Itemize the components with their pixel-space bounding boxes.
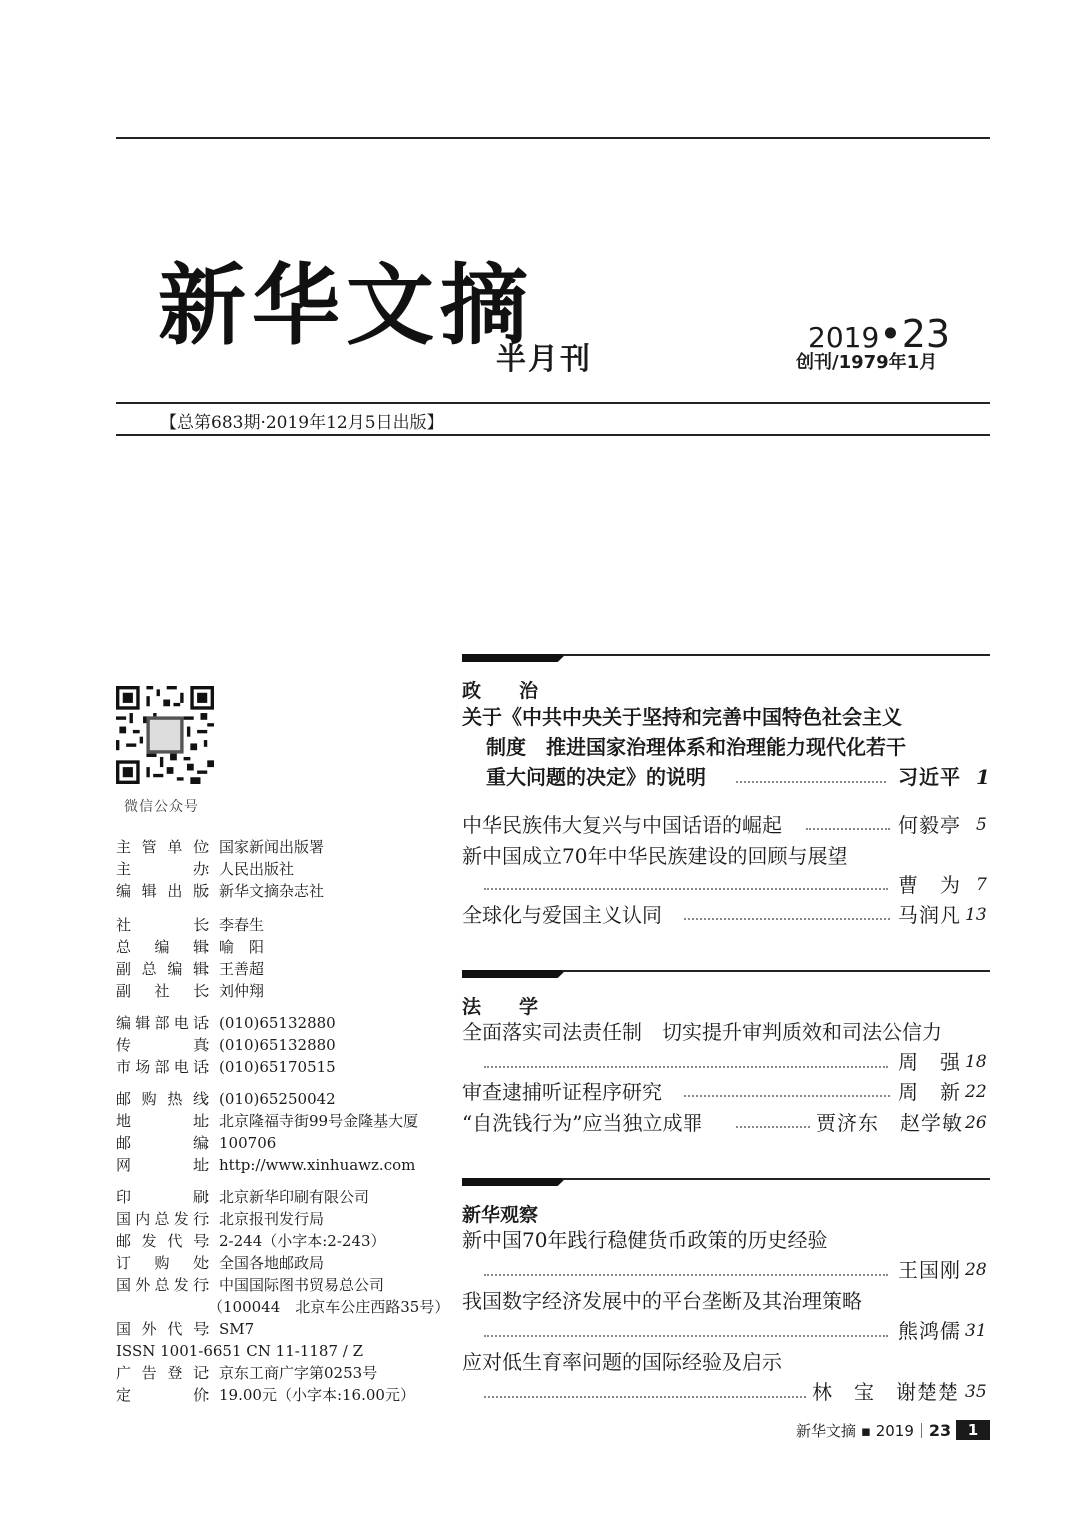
issue-value: 23: [901, 312, 951, 356]
magazine-subtitle: 半月刊: [496, 342, 592, 377]
toc-entry-author: 贾济东 赵学敏: [816, 1111, 963, 1135]
info-value: 李春生: [219, 916, 265, 934]
info-colon: ：: [204, 1036, 220, 1054]
info-row: [116, 918, 264, 933]
toc-entry-title: 重大问题的决定》的说明: [486, 765, 706, 789]
info-colon: ：: [204, 1386, 220, 1404]
info-label: 副总编辑: [116, 960, 208, 978]
info-row: [116, 884, 324, 899]
info-label: 市场部电话: [116, 1058, 208, 1076]
info-row: [116, 1234, 386, 1249]
info-colon: ：: [204, 960, 220, 978]
toc-entry-page: 1: [976, 765, 990, 789]
info-label: 邮发代号: [116, 1232, 208, 1250]
info-label: 订购处: [116, 1254, 208, 1272]
info-colon: ：: [204, 1090, 220, 1108]
footer-text: 新华文摘 ▪ 2019｜: [796, 1422, 929, 1440]
info-value: http://www.xinhuawz.com: [219, 1156, 416, 1174]
info-label: 主 办: [116, 860, 208, 878]
info-value: 国家新闻出版署: [219, 838, 325, 856]
toc-entry-page: 31: [965, 1321, 987, 1341]
page-number: 1: [956, 1420, 990, 1440]
section-divider-observe: [462, 1178, 990, 1186]
info-value: (010)65132880: [219, 1036, 336, 1054]
info-row: [116, 1256, 324, 1271]
toc-entry-title: 审查逮捕听证程序研究: [462, 1080, 662, 1104]
info-value: 新华文摘杂志社: [219, 882, 325, 900]
info-colon: ：: [204, 1232, 220, 1250]
info-label: 国外代号: [116, 1320, 208, 1338]
info-label: 定 价: [116, 1386, 208, 1404]
toc-entry-author: 马润凡: [898, 903, 961, 927]
info-colon: ：: [204, 1134, 220, 1152]
info-label: 国外总发行: [116, 1276, 208, 1294]
info-label: 编辑出版: [116, 882, 208, 900]
info-label: 主管单位: [116, 838, 208, 856]
toc-entry-title: 全球化与爱国主义认同: [462, 903, 662, 927]
toc-entry-page: 28: [965, 1260, 987, 1280]
info-value: 19.00元（小字本:16.00元）: [219, 1386, 415, 1404]
info-value: (010)65132880: [219, 1014, 336, 1032]
toc-entry-title: 新中国70年践行稳健货币政策的历史经验: [462, 1228, 828, 1252]
toc-entry-author: 曹 为: [898, 873, 961, 897]
info-row: [116, 862, 294, 877]
info-row: [116, 1388, 415, 1403]
toc-entry-author: 习近平: [898, 765, 961, 789]
info-value: (010)65250042: [219, 1090, 336, 1108]
info-label: 邮购热线: [116, 1090, 208, 1108]
toc-leader: [736, 781, 886, 783]
info-colon: ：: [204, 916, 220, 934]
toc-entry-author: 王国刚: [898, 1258, 961, 1282]
toc-entry-title: “自洗钱行为”应当独立成罪: [462, 1111, 703, 1135]
info-value: 全国各地邮政局: [219, 1254, 325, 1272]
info-value: 北京报刊发行局: [219, 1210, 325, 1228]
toc-entry-page: 5: [976, 815, 987, 835]
section-title-observe: 新华观察: [462, 1204, 539, 1226]
info-colon: ：: [204, 1276, 220, 1294]
toc-entry-title: 全面落实司法责任制 切实提升审判质效和司法公信力: [462, 1020, 942, 1044]
top-rule: [116, 137, 990, 139]
qr-code-label: 微信公众号: [124, 799, 199, 815]
info-row: [116, 1016, 336, 1031]
info-row: [116, 1278, 384, 1293]
info-colon: ：: [204, 1254, 220, 1272]
toc-entry-page: 35: [965, 1382, 987, 1402]
info-row: [116, 1212, 324, 1227]
info-row: [116, 1300, 449, 1315]
info-label: 邮 编: [116, 1134, 208, 1152]
info-colon: ：: [204, 1188, 220, 1206]
info-row: [116, 940, 264, 955]
toc-entry-author: 熊鸿儒: [898, 1319, 961, 1343]
qr-code: [116, 686, 214, 784]
toc-entry-author: 何毅亭: [898, 813, 961, 837]
toc-leader: [484, 1335, 888, 1337]
info-colon: ：: [204, 1156, 220, 1174]
info-value: 北京隆福寺街99号金隆基大厦: [219, 1112, 419, 1130]
info-label: 传 真: [116, 1036, 208, 1054]
info-row: [116, 1136, 276, 1151]
section-title-law: 法 学: [462, 996, 539, 1018]
info-label: 印 刷: [116, 1188, 208, 1206]
section-title-politics: 政 治: [462, 680, 539, 702]
toc-entry-page: 22: [965, 1082, 987, 1102]
info-row: [116, 1060, 336, 1075]
info-colon: ：: [204, 838, 220, 856]
info-colon: ：: [204, 882, 220, 900]
info-colon: ：: [204, 982, 220, 1000]
toc-entry-page: 26: [965, 1113, 987, 1133]
info-row: [116, 840, 324, 855]
info-value: 人民出版社: [219, 860, 295, 878]
info-colon: ：: [204, 1364, 220, 1382]
toc-leader: [806, 828, 890, 830]
info-colon: ：: [204, 1058, 220, 1076]
toc-leader: [484, 1396, 806, 1398]
info-value: SM7: [219, 1320, 255, 1338]
toc-leader: [484, 1066, 888, 1068]
info-label: 国内总发行: [116, 1210, 208, 1228]
toc-entry-title: 关于《中共中央关于坚持和完善中国特色社会主义: [462, 705, 902, 729]
publication-info: 【总第683期·2019年12月5日出版】: [160, 413, 444, 433]
info-row: [116, 1190, 369, 1205]
section-divider-politics: [462, 654, 990, 662]
info-value: 中国国际图书贸易总公司: [219, 1276, 385, 1294]
toc-leader: [684, 918, 890, 920]
founded-info: 创刊/1979年1月: [796, 352, 938, 373]
toc-entry-author: 周 新: [898, 1080, 961, 1104]
toc-entry-title: 新中国成立70年中华民族建设的回顾与展望: [462, 844, 848, 868]
info-row: [116, 962, 264, 977]
info-colon: ：: [204, 860, 220, 878]
toc-entry-page: 13: [965, 905, 987, 925]
info-value: 2-244（小字本:2-243）: [219, 1232, 386, 1250]
info-value: 100706: [219, 1134, 277, 1152]
info-label: 总编辑: [116, 938, 208, 956]
pubinfo-top-rule: [116, 402, 990, 404]
info-value: 北京新华印刷有限公司: [219, 1188, 370, 1206]
info-value: ISSN 1001-6651 CN 11-1187 / Z: [116, 1342, 364, 1360]
info-colon: ：: [204, 1112, 220, 1130]
info-label: 编辑部电话: [116, 1014, 208, 1032]
info-colon: ：: [204, 1320, 220, 1338]
page-footer: [796, 1420, 951, 1441]
info-value: 京东工商广字第0253号: [219, 1364, 378, 1382]
footer-issue: 23: [928, 1421, 952, 1440]
info-label: 社 长: [116, 916, 208, 934]
info-value: (010)65170515: [219, 1058, 336, 1076]
toc-entry-title: 制度 推进国家治理体系和治理能力现代化若干: [486, 735, 906, 759]
info-row: [116, 984, 264, 999]
section-divider-law: [462, 970, 990, 978]
toc-entry-author: 周 强: [898, 1050, 961, 1074]
info-colon: ：: [204, 1210, 220, 1228]
issue-year: 2019: [808, 321, 880, 354]
info-label: 副社长: [116, 982, 208, 1000]
toc-entry-title: 我国数字经济发展中的平台垄断及其治理策略: [462, 1289, 862, 1313]
toc-entry-title: 应对低生育率问题的国际经验及启示: [462, 1350, 782, 1374]
toc-leader: [484, 888, 888, 890]
info-row: [116, 1114, 418, 1129]
toc-leader: [484, 1274, 888, 1276]
toc-entry-title: 中华民族伟大复兴与中国话语的崛起: [462, 813, 782, 837]
info-value: 王善超: [219, 960, 265, 978]
magazine-title: 新华文摘: [158, 254, 535, 357]
info-row: [116, 1344, 363, 1359]
info-value: 喻 阳: [219, 938, 265, 956]
pubinfo-bottom-rule: [116, 434, 990, 436]
info-label: 网 址: [116, 1156, 208, 1174]
info-row: [116, 1366, 377, 1381]
info-label: 地 址: [116, 1112, 208, 1130]
info-colon: ：: [204, 938, 220, 956]
toc-leader: [684, 1095, 890, 1097]
info-value: 刘仲翔: [219, 982, 265, 1000]
info-row: [116, 1322, 254, 1337]
info-colon: ：: [204, 1014, 220, 1032]
toc-entry-author: 林 宝 谢楚楚: [812, 1380, 959, 1404]
issue-dot: •: [879, 312, 902, 356]
info-row: [116, 1158, 415, 1173]
info-value: （100044 北京车公庄西路35号）: [208, 1298, 450, 1316]
toc-entry-page: 7: [976, 875, 987, 895]
info-row: [116, 1092, 336, 1107]
info-label: 广告登记: [116, 1364, 208, 1382]
info-row: [116, 1038, 336, 1053]
toc-leader: [736, 1126, 810, 1128]
toc-entry-page: 18: [965, 1052, 987, 1072]
